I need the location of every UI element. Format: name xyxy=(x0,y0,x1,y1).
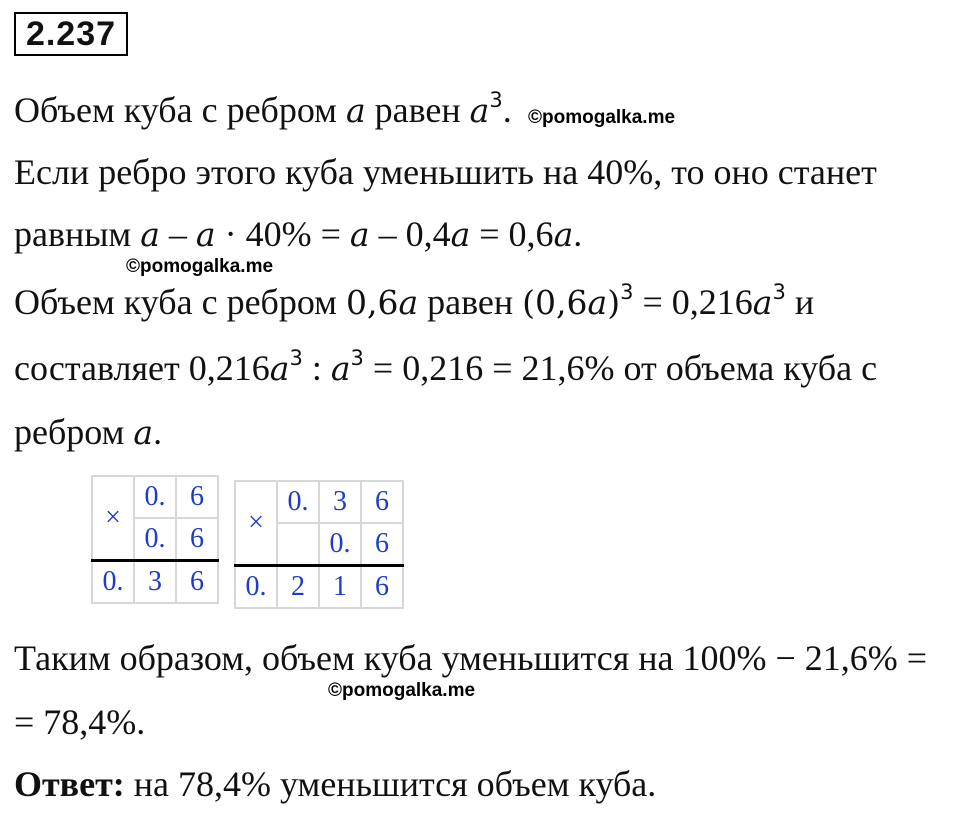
exponent: 3 xyxy=(489,88,503,112)
result-cell: 2 xyxy=(277,566,319,609)
line1-text: Объем куба с ребром xyxy=(14,90,346,130)
line1-end: . xyxy=(502,90,512,130)
line4-text: = 0,216 xyxy=(633,282,753,322)
var-a: a xyxy=(133,413,154,452)
line4-text: и xyxy=(785,282,815,322)
var-a: a xyxy=(349,215,370,254)
result-cell: 6 xyxy=(361,566,403,609)
statement-line-1 xyxy=(14,88,512,133)
answer-text: на 78,4% уменьшится объем куба. xyxy=(124,764,657,804)
answer-line xyxy=(14,762,656,806)
multiply-sign: × xyxy=(235,481,277,566)
digit-cell: 0. xyxy=(134,476,176,518)
digit-cell xyxy=(277,523,319,566)
result-cell: 6 xyxy=(176,561,218,604)
digit-cell: 6 xyxy=(176,518,218,561)
line3-start: равным xyxy=(14,214,141,254)
multiplication-table-2 xyxy=(234,480,404,609)
line5-text: составляет 0,216 xyxy=(14,348,270,388)
exponent: 3 xyxy=(350,346,364,370)
digit-cell: 6 xyxy=(361,523,403,566)
digit-cell: 0. xyxy=(134,518,176,561)
exponent: 3 xyxy=(289,346,303,370)
line3-expr: – 0,4 xyxy=(369,214,451,254)
var-a: a xyxy=(587,283,608,322)
digit-cell: 3 xyxy=(319,481,361,523)
line3-end: . xyxy=(573,214,583,254)
digit-cell: 0. xyxy=(277,481,319,523)
var-a: a xyxy=(345,91,366,130)
multiply-sign: × xyxy=(92,476,134,561)
number: 0,6 xyxy=(345,283,399,322)
var-a: a xyxy=(469,91,490,130)
statement-line-6 xyxy=(14,410,162,455)
line4-text: Объем куба с ребром xyxy=(14,282,346,322)
var-a: a xyxy=(195,215,216,254)
line6-end: . xyxy=(153,412,163,452)
result-cell: 3 xyxy=(134,561,176,604)
conclusion-line-1: Таким образом, объем куба уменьшится на 100% − 21,6% = xyxy=(14,638,928,678)
conclusion-line-2: = 78,4%. xyxy=(14,702,146,742)
line1-mid: равен xyxy=(365,90,470,130)
line3-expr: = 0,6 xyxy=(470,214,554,254)
statement-line-4 xyxy=(14,280,814,325)
var-a: a xyxy=(140,215,160,254)
exponent: 3 xyxy=(772,280,786,304)
result-cell: 0. xyxy=(92,561,134,604)
result-cell: 1 xyxy=(319,566,361,609)
var-a: a xyxy=(398,283,419,322)
answer-label: Ответ: xyxy=(14,764,125,804)
var-a: a xyxy=(752,283,773,322)
exponent: 3 xyxy=(620,280,634,304)
digit-cell: 6 xyxy=(176,476,218,518)
watermark: ©pomogalka.me xyxy=(528,107,676,128)
statement-line-3 xyxy=(14,212,582,257)
paren-close: ) xyxy=(607,283,621,322)
problem-number: 2.237 xyxy=(14,12,128,56)
multiplication-table-1 xyxy=(91,475,219,604)
line4-text: равен xyxy=(418,282,523,322)
digit-cell: 0. xyxy=(319,523,361,566)
var-a: a xyxy=(450,215,471,254)
paren-expr: (0,6 xyxy=(522,283,588,322)
divide: : xyxy=(302,348,331,388)
result-cell: 0. xyxy=(235,566,277,609)
statement-line-2: Если ребро этого куба уменьшить на 40%, то оно станет xyxy=(14,152,877,192)
watermark: ©pomogalka.me xyxy=(328,680,476,701)
var-a: a xyxy=(330,349,351,388)
watermark: ©pomogalka.me xyxy=(126,256,274,277)
var-a: a xyxy=(269,349,290,388)
statement-line-5 xyxy=(14,346,877,391)
line3-expr: · 40% = xyxy=(215,214,350,254)
line6-text: ребром xyxy=(14,412,134,452)
var-a: a xyxy=(553,215,574,254)
minus: – xyxy=(159,214,196,254)
digit-cell: 6 xyxy=(361,481,403,523)
line5-text: = 0,216 = 21,6% от объема куба с xyxy=(363,348,878,388)
